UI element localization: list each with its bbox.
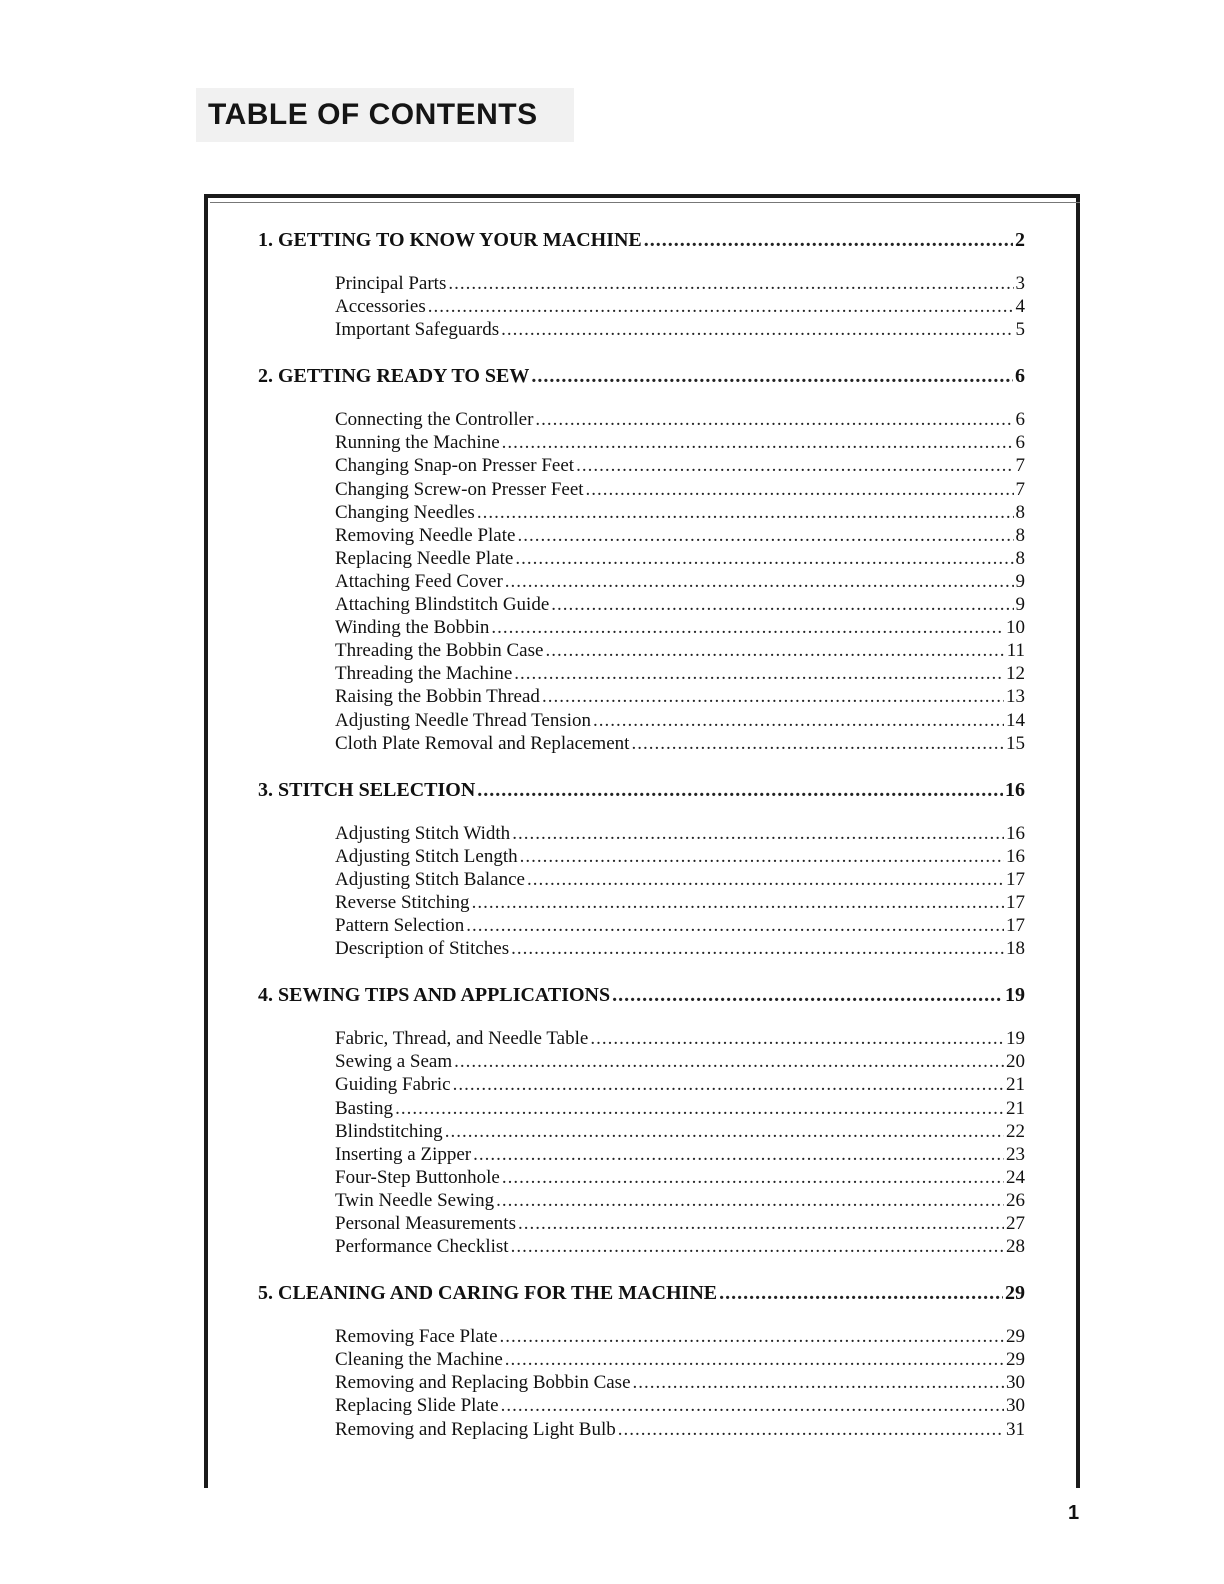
toc-entry-label: Adjusting Stitch Width [335, 822, 511, 844]
toc-entry[interactable] [258, 1050, 1025, 1073]
toc-entry-label: Removing Face Plate [335, 1326, 498, 1348]
toc-entry-page: 13 [1006, 686, 1025, 708]
toc-entry-page: 17 [1006, 915, 1025, 937]
toc-leader-dots [512, 822, 1004, 845]
toc-leader-dots [453, 1073, 1004, 1096]
toc-entry-label: Removing Needle Plate [335, 524, 516, 546]
toc-leader-dots [477, 776, 1003, 804]
toc-leader-dots [454, 1050, 1004, 1073]
toc-leader-dots [515, 547, 1013, 570]
toc-leader-dots [517, 524, 1013, 547]
toc-entry[interactable] [258, 272, 1025, 295]
spacer [258, 960, 1025, 981]
toc-entry-page: 6 [1015, 432, 1025, 454]
toc-entry[interactable] [258, 845, 1025, 868]
toc-entry-label: Threading the Machine [335, 663, 513, 685]
toc-entry[interactable] [258, 937, 1025, 960]
toc-leader-dots [473, 1143, 1004, 1166]
toc-entry[interactable] [258, 1166, 1025, 1189]
toc-entry[interactable] [258, 408, 1025, 431]
toc-entry-label: Pattern Selection [335, 915, 465, 937]
toc-entry[interactable] [258, 616, 1025, 639]
toc-entry-page: 12 [1006, 663, 1025, 685]
toc-entry-label: Attaching Blindstitch Guide [335, 594, 550, 616]
toc-leader-dots [501, 318, 1013, 341]
toc-leader-dots [466, 914, 1004, 937]
toc-entry-page: 16 [1006, 822, 1025, 844]
toc-entry[interactable] [258, 709, 1025, 732]
toc-chapter-page: 6 [1015, 365, 1025, 388]
toc-entry-page: 8 [1015, 524, 1025, 546]
toc-chapter-label: 1. GETTING TO KNOW YOUR MACHINE [258, 229, 642, 251]
toc-entry[interactable] [258, 593, 1025, 616]
toc-entry[interactable] [258, 547, 1025, 570]
toc-entry-page: 3 [1015, 273, 1025, 294]
toc-leader-dots [631, 732, 1004, 755]
toc-leader-dots [511, 937, 1004, 960]
toc-leader-dots [448, 272, 1013, 295]
toc-entry-label: Replacing Needle Plate [335, 547, 514, 569]
toc-entry[interactable] [258, 822, 1025, 845]
toc-entry[interactable] [258, 1189, 1025, 1212]
toc-entry[interactable] [258, 1120, 1025, 1143]
toc-entry-label: Twin Needle Sewing [335, 1189, 495, 1211]
toc-entry[interactable] [258, 1143, 1025, 1166]
toc-entry-page: 9 [1015, 570, 1025, 592]
toc-entry-page: 22 [1006, 1120, 1025, 1142]
toc-entry-label: Principal Parts [335, 273, 447, 294]
toc-entry-label: Reverse Stitching [335, 891, 470, 913]
toc-entry[interactable] [258, 318, 1025, 341]
toc-entry[interactable] [258, 891, 1025, 914]
toc-entry-label: Inserting a Zipper [335, 1143, 472, 1165]
toc-leader-dots [593, 709, 1004, 732]
toc-entry-page: 30 [1006, 1372, 1025, 1394]
toc-entry-page: 29 [1006, 1326, 1025, 1348]
page-number: 1 [1068, 1502, 1080, 1524]
toc-entry-page: 24 [1006, 1166, 1025, 1188]
toc-leader-dots [542, 685, 1004, 708]
toc-entry-label: Changing Snap-on Presser Feet [335, 455, 575, 477]
toc-entry-page: 10 [1006, 617, 1025, 639]
toc-chapter-4[interactable] [258, 981, 1025, 1009]
toc-entry[interactable] [258, 1371, 1025, 1394]
toc-entry-label: Important Safeguards [335, 319, 500, 341]
toc-leader-dots [576, 454, 1013, 477]
toc-entry-page: 26 [1006, 1189, 1025, 1211]
toc-entry-page: 8 [1015, 547, 1025, 569]
spacer [258, 1009, 1025, 1027]
toc-entry-label: Removing and Replacing Light Bulb [335, 1418, 616, 1440]
toc-chapter-1[interactable] [258, 226, 1025, 254]
toc-entry[interactable] [258, 1073, 1025, 1096]
toc-entry[interactable] [258, 914, 1025, 937]
toc-entry-label: Running the Machine [335, 432, 500, 454]
toc-leader-dots [502, 431, 1014, 454]
toc-leader-dots [618, 1418, 1004, 1441]
toc-leader-dots [644, 226, 1013, 254]
toc-chapter-page: 2 [1015, 229, 1025, 251]
toc-entry[interactable] [258, 295, 1025, 318]
toc-leader-dots [586, 478, 1014, 501]
toc-entry-label: Four-Step Buttonhole [335, 1166, 500, 1188]
toc-entry-label: Attaching Feed Cover [335, 570, 503, 592]
toc-entry[interactable] [258, 639, 1025, 662]
spacer [258, 755, 1025, 776]
toc-entry-page: 28 [1006, 1236, 1025, 1258]
toc-entry-page: 19 [1006, 1028, 1025, 1050]
toc-entry-page: 5 [1015, 319, 1025, 341]
toc-leader-dots [514, 662, 1004, 685]
toc-entry-page: 11 [1006, 640, 1025, 662]
toc-entry-page: 27 [1006, 1213, 1025, 1234]
toc-chapter-page: 29 [1005, 1282, 1025, 1305]
toc-chapter-5[interactable] [258, 1279, 1025, 1307]
toc-leader-dots [505, 1348, 1004, 1371]
toc-leader-dots [500, 1325, 1004, 1348]
toc-chapter-label: 5. CLEANING AND CARING FOR THE MACHINE [258, 1282, 718, 1305]
toc-entry-label: Performance Checklist [335, 1236, 509, 1258]
toc-entry[interactable] [258, 454, 1025, 477]
toc-chapter-3[interactable] [258, 776, 1025, 804]
toc-entry-label: Changing Screw-on Presser Feet [335, 478, 584, 500]
spacer [258, 254, 1025, 272]
toc-entry-label: Adjusting Stitch Balance [335, 868, 525, 890]
toc-leader-dots [719, 1279, 1003, 1307]
toc-leader-dots [612, 981, 1003, 1009]
toc-entry[interactable] [258, 685, 1025, 708]
toc-entry-page: 16 [1006, 845, 1025, 867]
spacer [258, 390, 1025, 408]
toc-entry-label: Adjusting Stitch Length [335, 845, 518, 867]
toc-leader-dots [428, 295, 1014, 318]
toc-entry[interactable] [258, 501, 1025, 524]
toc-entry-label: Description of Stitches [335, 938, 510, 960]
spacer [258, 1258, 1025, 1279]
toc-entry[interactable] [258, 1235, 1025, 1258]
toc-entry-label: Winding the Bobbin [335, 617, 490, 639]
toc-entry[interactable] [258, 1418, 1025, 1441]
toc-chapter-page: 19 [1005, 984, 1025, 1007]
toc-entry-page: 6 [1015, 409, 1025, 431]
spacer [258, 341, 1025, 362]
toc-leader-dots [501, 1394, 1004, 1417]
toc-entry-label: Removing and Replacing Bobbin Case [335, 1372, 631, 1394]
toc-leader-dots [502, 1166, 1004, 1189]
toc-entry-page: 7 [1015, 478, 1025, 500]
toc-chapter-label: 4. SEWING TIPS AND APPLICATIONS [258, 984, 611, 1007]
toc-entry-label: Guiding Fabric [335, 1074, 451, 1096]
toc-chapter-2[interactable] [258, 362, 1025, 390]
toc-entry-page: 4 [1015, 296, 1025, 318]
spacer [258, 804, 1025, 822]
toc-entry-label: Raising the Bobbin Thread [335, 686, 540, 708]
toc-entry-page: 31 [1006, 1418, 1025, 1440]
toc-entry-page: 15 [1006, 732, 1025, 754]
toc-leader-dots [520, 845, 1004, 868]
toc-entry[interactable] [258, 570, 1025, 593]
table-of-contents [258, 226, 1025, 1441]
toc-leader-dots [590, 1027, 1004, 1050]
toc-entry-page: 7 [1015, 455, 1025, 477]
toc-leader-dots [445, 1120, 1004, 1143]
toc-entry[interactable] [258, 662, 1025, 685]
toc-chapter-label: 3. STITCH SELECTION [258, 778, 476, 801]
toc-leader-dots [477, 501, 1014, 524]
toc-leader-dots [633, 1371, 1004, 1394]
toc-entry-page: 23 [1006, 1143, 1025, 1165]
toc-entry-page: 29 [1006, 1349, 1025, 1371]
toc-entry-label: Threading the Bobbin Case [335, 640, 544, 662]
toc-entry[interactable] [258, 524, 1025, 547]
toc-entry-label: Adjusting Needle Thread Tension [335, 709, 591, 731]
toc-leader-dots [535, 408, 1013, 431]
toc-entry-page: 14 [1006, 709, 1025, 731]
toc-entry-page: 9 [1015, 594, 1025, 616]
toc-leader-dots [551, 593, 1013, 616]
toc-leader-dots [527, 868, 1004, 891]
toc-entry-page: 20 [1006, 1051, 1025, 1073]
toc-leader-dots [518, 1212, 1004, 1235]
toc-chapter-page: 16 [1005, 778, 1025, 801]
toc-leader-dots [491, 616, 1004, 639]
toc-entry[interactable] [258, 732, 1025, 755]
toc-leader-dots [496, 1189, 1004, 1212]
toc-leader-dots [545, 639, 1004, 662]
toc-entry-label: Fabric, Thread, and Needle Table [335, 1028, 589, 1050]
toc-entry-label: Changing Needles [335, 501, 475, 523]
page-title: TABLE OF CONTENTS [196, 88, 574, 142]
toc-entry-label: Cleaning the Machine [335, 1349, 503, 1371]
toc-entry-page: 21 [1006, 1074, 1025, 1096]
toc-leader-dots [505, 570, 1014, 593]
toc-entry[interactable] [258, 478, 1025, 501]
toc-entry-label: Cloth Plate Removal and Replacement [335, 732, 630, 754]
toc-leader-dots [511, 1235, 1004, 1258]
toc-entry-label: Replacing Slide Plate [335, 1395, 499, 1417]
toc-entry-page: 30 [1006, 1395, 1025, 1417]
toc-entry-page: 18 [1006, 938, 1025, 960]
toc-entry[interactable] [258, 431, 1025, 454]
toc-entry[interactable] [258, 1325, 1025, 1348]
toc-entry-label: Connecting the Controller [335, 409, 534, 431]
toc-entry-page: 8 [1015, 501, 1025, 523]
toc-entry[interactable] [258, 1394, 1025, 1417]
toc-entry-label: Basting [335, 1097, 394, 1119]
spacer [258, 1307, 1025, 1325]
toc-entry[interactable] [258, 1348, 1025, 1371]
toc-entry-label: Accessories [335, 296, 426, 318]
toc-entry[interactable] [258, 1097, 1025, 1120]
toc-leader-dots [531, 362, 1013, 390]
toc-leader-dots [472, 891, 1004, 914]
toc-leader-dots [395, 1097, 1004, 1120]
toc-entry-label: Sewing a Seam [335, 1051, 453, 1073]
toc-entry-page: 17 [1006, 891, 1025, 913]
toc-entry-page: 21 [1006, 1097, 1025, 1119]
toc-entry-label: Personal Measurements [335, 1213, 516, 1234]
toc-entry[interactable] [258, 1212, 1025, 1235]
toc-entry-label: Blindstitching [335, 1120, 443, 1142]
toc-entry-page: 17 [1006, 868, 1025, 890]
toc-entry[interactable] [258, 868, 1025, 891]
toc-chapter-label: 2. GETTING READY TO SEW [258, 365, 530, 388]
toc-entry[interactable] [258, 1027, 1025, 1050]
